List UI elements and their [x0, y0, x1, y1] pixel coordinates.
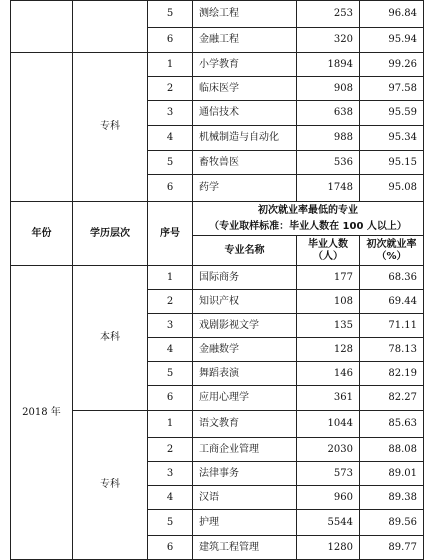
graduate-count-text: 177: [333, 271, 353, 283]
row-number-text: 4: [166, 491, 174, 503]
employment-rate-text: 95.94: [388, 34, 417, 45]
major-name-text: 畜牧兽医: [199, 156, 239, 168]
table-row: [11, 266, 424, 290]
employment-rate-text: 69.44: [388, 295, 417, 307]
row-number: [148, 386, 193, 411]
employment-rate: [360, 362, 424, 386]
row-number: [148, 362, 193, 386]
employment-rate: [360, 101, 424, 126]
employment-rate: [360, 386, 424, 411]
employment-rate: [360, 77, 424, 101]
graduate-count-text: 638: [333, 107, 353, 118]
employment-rate: [360, 536, 424, 560]
graduate-count: [297, 462, 360, 486]
header-level: 学历层次: [73, 202, 148, 266]
major-name-text: 语文教育: [199, 418, 239, 429]
graduate-count-text: 1894: [327, 58, 353, 70]
graduate-count: [297, 386, 360, 411]
row-number: [148, 510, 193, 536]
row-number-text: 2: [166, 443, 174, 455]
employment-rate-text: 95.08: [388, 182, 417, 193]
major-name-text: 法律事务: [199, 467, 239, 479]
employment-rate-text: 82.19: [388, 367, 417, 379]
employment-rate-text: 89.77: [388, 541, 417, 553]
row-number: [148, 77, 193, 101]
major-name: [193, 266, 297, 290]
row-number-text: 6: [166, 182, 174, 193]
employment-rate: [360, 486, 424, 510]
row-number-text: 5: [166, 516, 174, 528]
employment-rate: [360, 175, 424, 202]
row-number-text: 2: [166, 295, 174, 307]
major-name: [193, 362, 297, 386]
row-number-text: 3: [166, 319, 174, 331]
graduate-count-text: 960: [333, 491, 353, 503]
graduate-count-text: 320: [333, 34, 353, 45]
row-number: [148, 438, 193, 462]
employment-rate: [360, 338, 424, 362]
row-number-text: 5: [166, 156, 174, 168]
major-name: [193, 438, 297, 462]
row-number: [148, 101, 193, 126]
graduate-count: [297, 510, 360, 536]
row-number-text: 6: [166, 541, 174, 553]
row-number: [148, 1, 193, 28]
employment-rate-text: 88.08: [388, 443, 417, 455]
row-number-text: 1: [166, 58, 174, 70]
graduate-count-text: 1280: [327, 541, 353, 553]
row-number-text: 6: [166, 392, 174, 403]
header-employment-rate: [360, 236, 424, 266]
row-number: [148, 486, 193, 510]
header-seq: 序号: [148, 202, 193, 266]
graduate-count: [297, 290, 360, 314]
major-name-text: 戏剧影视文学: [199, 319, 259, 331]
employment-rate-text: 89.38: [388, 491, 417, 503]
graduate-count-text: 361: [333, 392, 353, 403]
major-name-text: 测绘工程: [199, 8, 239, 19]
row-number: [148, 175, 193, 202]
graduate-count-text: 1748: [327, 182, 353, 193]
table-row: [11, 1, 424, 28]
header-rate-line1: 初次就业率: [366, 238, 417, 250]
major-name-text: 金融工程: [199, 34, 239, 45]
level-cell-zhuanke: [73, 411, 148, 560]
graduate-count-text: 5544: [327, 516, 353, 528]
graduate-count: [297, 411, 360, 438]
graduate-count: [297, 266, 360, 290]
row-number-text: 1: [166, 418, 174, 429]
header-rate-line2: （%）: [376, 250, 407, 262]
row-number-text: 2: [166, 82, 174, 94]
major-name-text: 汉语: [199, 491, 219, 503]
row-number: [148, 28, 193, 53]
level-cell-zhuanke-text: 专科: [100, 479, 120, 490]
graduate-count: [297, 28, 360, 53]
major-name-text: 建筑工程管理: [199, 541, 259, 553]
employment-rate-text: 97.58: [388, 82, 417, 94]
row-number: [148, 266, 193, 290]
major-name-text: 知识产权: [199, 295, 239, 307]
row-number: [148, 536, 193, 560]
header-graduate-count: [297, 236, 360, 266]
major-name-text: 药学: [199, 182, 219, 193]
row-number-text: 5: [166, 8, 174, 19]
graduate-count: [297, 126, 360, 151]
year-cell-top-2: [11, 53, 73, 202]
graduate-count: [297, 314, 360, 338]
employment-rate: [360, 510, 424, 536]
employment-rate-text: 71.11: [388, 319, 417, 331]
level-cell-top-zhuanke: [73, 53, 148, 202]
table-row: [11, 411, 424, 438]
row-number-text: 3: [166, 107, 174, 118]
graduate-count-text: 573: [333, 467, 353, 479]
level-cell-benke-text: 本科: [100, 332, 120, 343]
graduate-count: [297, 486, 360, 510]
major-name: [193, 28, 297, 53]
employment-rate-text: 95.59: [388, 107, 417, 118]
row-number: [148, 462, 193, 486]
year-cell-text: 2018 年: [22, 406, 61, 418]
major-name: [193, 101, 297, 126]
row-number: [148, 126, 193, 151]
graduate-count: [297, 338, 360, 362]
employment-rate-text: 95.15: [388, 156, 417, 168]
graduate-count: [297, 77, 360, 101]
major-name-text: 金融数学: [199, 343, 239, 355]
major-name: [193, 290, 297, 314]
graduate-count-text: 908: [333, 82, 353, 94]
graduate-count: [297, 175, 360, 202]
graduate-count: [297, 101, 360, 126]
employment-rate-text: 68.36: [388, 271, 417, 283]
major-name: [193, 77, 297, 101]
employment-rate-text: 85.63: [388, 418, 417, 429]
employment-rate-text: 89.01: [388, 467, 417, 479]
major-name: [193, 462, 297, 486]
graduate-count-text: 146: [333, 367, 353, 379]
major-name-text: 舞蹈表演: [199, 367, 239, 379]
employment-rate: [360, 462, 424, 486]
row-number: [148, 290, 193, 314]
employment-rate-text: 96.84: [388, 8, 417, 19]
row-number-text: 6: [166, 34, 174, 45]
employment-rate: [360, 438, 424, 462]
employment-rate-text: 89.56: [388, 516, 417, 528]
employment-rate-text: 78.13: [388, 343, 417, 355]
employment-rate: [360, 28, 424, 53]
employment-rate: [360, 1, 424, 28]
header-title: [193, 202, 424, 236]
graduate-count: [297, 362, 360, 386]
employment-rate: [360, 411, 424, 438]
level-cell-top-zhuanke-text: 专科: [100, 121, 120, 132]
graduate-count: [297, 536, 360, 560]
major-name-text: 应用心理学: [199, 392, 249, 403]
graduate-count-text: 253: [333, 8, 353, 19]
major-name: [193, 338, 297, 362]
major-name: [193, 536, 297, 560]
header-count-line2: （人）: [313, 250, 343, 262]
graduate-count-text: 1044: [327, 418, 353, 429]
major-name-text: 临床医学: [199, 82, 239, 94]
major-name: [193, 386, 297, 411]
major-name-text: 国际商务: [199, 271, 239, 283]
employment-rate-table: [10, 0, 424, 560]
graduate-count: [297, 438, 360, 462]
row-number: [148, 411, 193, 438]
employment-rate: [360, 266, 424, 290]
major-name-text: 小学教育: [199, 58, 239, 70]
major-name: [193, 126, 297, 151]
header-major-name: 专业名称: [193, 236, 297, 266]
graduate-count: [297, 53, 360, 77]
employment-rate: [360, 126, 424, 151]
major-name-text: 工商企业管理: [199, 443, 259, 455]
row-number-text: 1: [166, 271, 174, 283]
employment-rate: [360, 53, 424, 77]
graduate-count: [297, 151, 360, 175]
employment-rate-text: 82.27: [388, 392, 417, 403]
graduate-count-text: 536: [333, 156, 353, 168]
major-name: [193, 510, 297, 536]
table-header-row: [11, 202, 424, 236]
row-number: [148, 151, 193, 175]
table-row: [11, 53, 424, 77]
row-number: [148, 314, 193, 338]
row-number-text: 4: [166, 343, 174, 355]
major-name-text: 机械制造与自动化: [199, 132, 279, 143]
row-number: [148, 338, 193, 362]
level-cell-benke: [73, 266, 148, 411]
header-title-line1: 初次就业率最低的专业: [258, 204, 358, 216]
major-name-text: 护理: [199, 516, 219, 528]
major-name: [193, 151, 297, 175]
row-number: [148, 53, 193, 77]
row-number-text: 5: [166, 367, 174, 379]
major-name: [193, 175, 297, 202]
employment-rate-text: 95.34: [388, 132, 417, 143]
graduate-count-text: 128: [333, 343, 353, 355]
graduate-count-text: 108: [333, 295, 353, 307]
employment-rate: [360, 314, 424, 338]
employment-rate: [360, 151, 424, 175]
major-name-text: 通信技术: [199, 107, 239, 118]
employment-rate-text: 99.26: [388, 58, 417, 70]
major-name: [193, 486, 297, 510]
major-name: [193, 53, 297, 77]
header-count-line1: 毕业人数: [308, 238, 348, 250]
year-cell-top: [11, 1, 73, 53]
major-name: [193, 411, 297, 438]
major-name: [193, 314, 297, 338]
level-cell-top-benke: [73, 1, 148, 53]
graduate-count: [297, 1, 360, 28]
graduate-count-text: 988: [333, 132, 353, 143]
graduate-count-text: 2030: [327, 443, 353, 455]
year-cell: [11, 266, 73, 560]
row-number-text: 3: [166, 467, 174, 479]
employment-rate: [360, 290, 424, 314]
header-year: 年份: [11, 202, 73, 266]
major-name: [193, 1, 297, 28]
header-title-line2: （专业取样标准：毕业人数在 100 人以上）: [209, 220, 407, 232]
graduate-count-text: 135: [333, 319, 353, 331]
row-number-text: 4: [166, 132, 174, 143]
